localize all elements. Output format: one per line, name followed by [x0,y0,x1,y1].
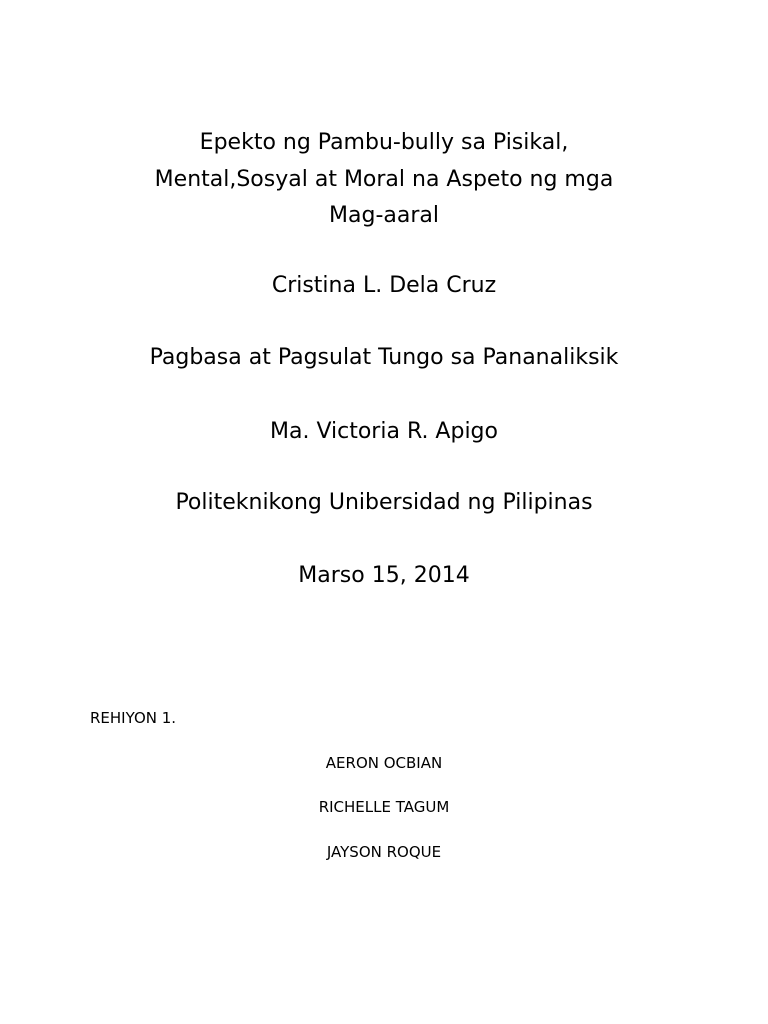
instructor-name: Ma. Victoria R. Apigo [270,419,498,444]
university-name: Politeknikong Unibersidad ng Pilipinas [175,490,593,515]
document-date: Marso 15, 2014 [298,563,470,588]
member-name: RICHELLE TAGUM [318,798,450,816]
member-name: JAYSON ROQUE [326,843,442,861]
title-line-1: Epekto ng Pambu-bully sa Pisikal, [199,130,569,155]
author-name: Cristina L. Dela Cruz [271,273,497,298]
course-title: Pagbasa at Pagsulat Tungo sa Pananaliksik [149,345,619,370]
member-name: AERON OCBIAN [325,754,443,772]
region-label: REHIYON 1. [90,709,177,727]
title-line-3: Mag-aaral [329,203,439,228]
title-line-2: Mental,Sosyal at Moral na Aspeto ng mga [154,167,614,192]
